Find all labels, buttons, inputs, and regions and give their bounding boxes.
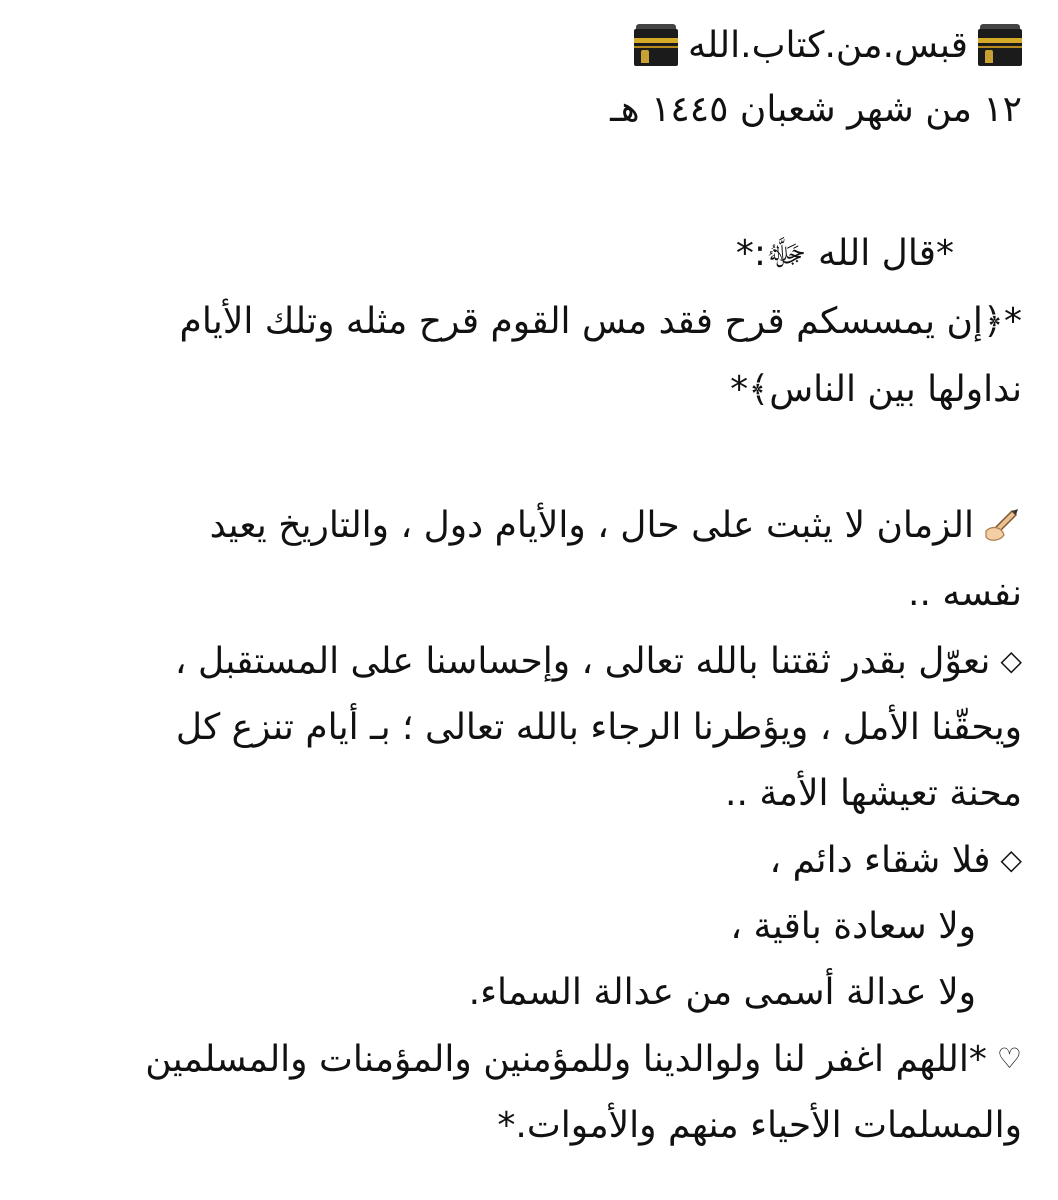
reflection-line: الزمان لا يثبت على حال ، والأيام دول ، والتاريخ يعيد	[40, 492, 1022, 560]
kaaba-icon	[978, 24, 1022, 66]
hijri-date: ١٢ من شهر شعبان ١٤٤٥ هـ	[610, 89, 1022, 130]
verse-line: *﴿إن يمسسكم قرح فقد مس القوم قرح مثله وتلك الأيام	[179, 301, 1022, 342]
hope-line: ◇نعوّل بقدر ثقتنا بالله تعالى ، وإحساسنا على المستقبل ،	[40, 628, 1022, 695]
reflection-line: نفسه ..	[908, 573, 1022, 614]
post-title: قبس.من.كتاب.الله	[687, 24, 968, 66]
hope-line: محنة تعيشها الأمة ..	[725, 773, 1022, 814]
diamond-icon: ◇	[1000, 843, 1022, 876]
nothing-lasts-line: ولا عدالة أسمى من عدالة السماء.	[468, 972, 976, 1013]
dua-line: والمسلمات الأحياء منهم والأموات.*	[497, 1105, 1022, 1146]
writing-hand-icon	[982, 498, 1022, 536]
nothing-lasts-line: ◇فلا شقاء دائم ،	[40, 827, 1022, 894]
dua-line: ♡*اللهم اغفر لنا ولوالدينا وللمؤمنين والمؤمنات والمسلمين	[40, 1026, 1022, 1093]
kaaba-icon	[634, 24, 678, 66]
heart-outline-icon: ♡	[996, 1042, 1022, 1075]
nothing-lasts-line: ولا سعادة باقية ،	[730, 906, 976, 947]
quote-intro: *قال الله ﷻ:*	[735, 233, 954, 274]
post-header	[40, 14, 1022, 76]
verse-line: نداولها بين الناس﴾*	[730, 369, 1022, 410]
diamond-icon: ◇	[1000, 644, 1022, 677]
hope-line: ويحقّنا الأمل ، ويؤطرنا الرجاء بالله تعالى ؛ بـ أيام تنزع كل	[175, 707, 1022, 748]
